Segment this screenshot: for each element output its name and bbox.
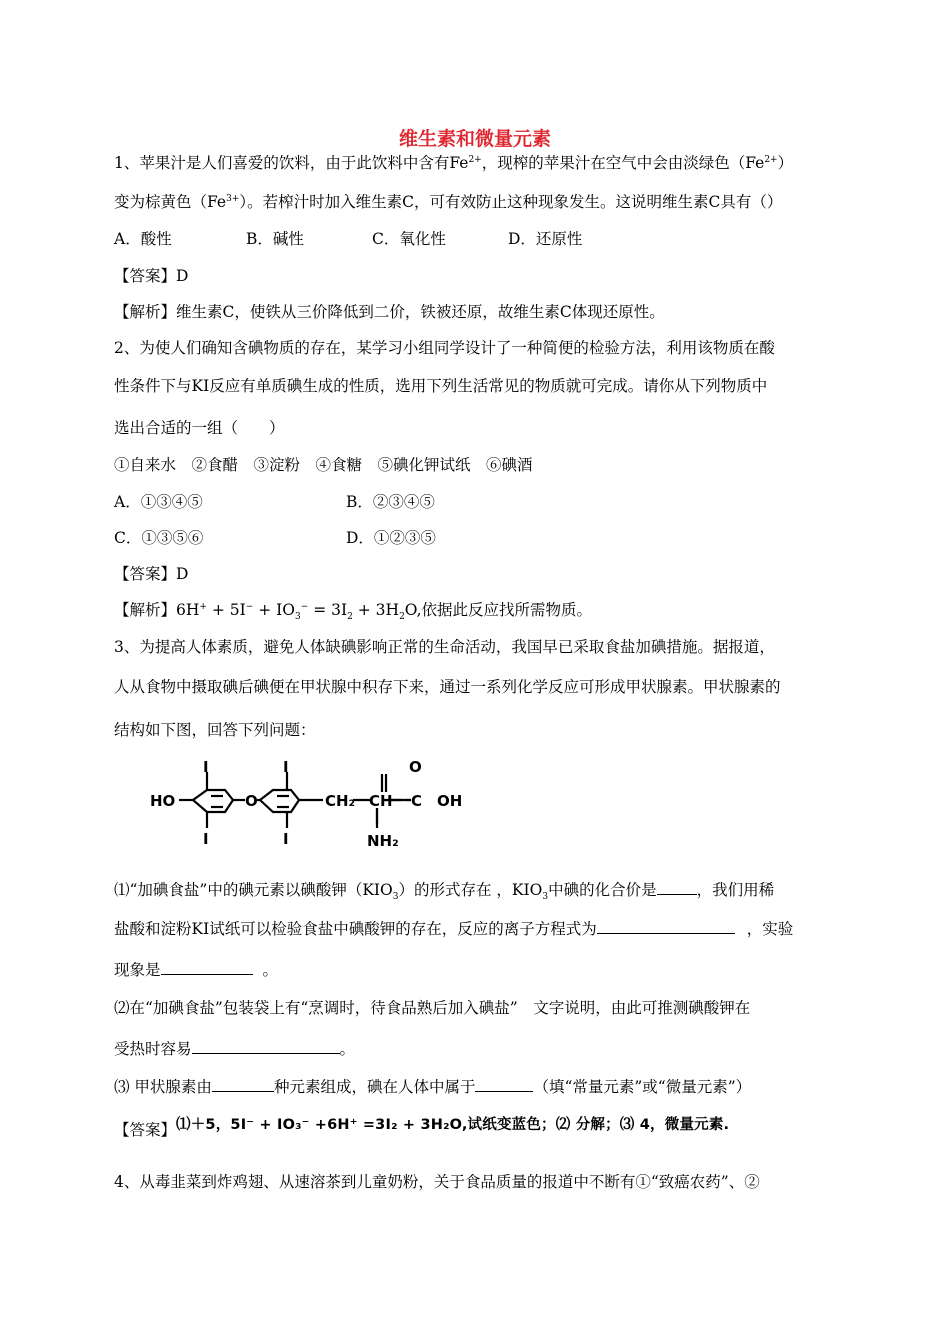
- q4-line-1: 4、从毒韭菜到炸鸡翅、从速溶茶到儿童奶粉，关于食品质量的报道中不断有①“致癌农药”、②: [114, 1173, 760, 1191]
- oh-label: OH: [437, 792, 463, 810]
- ether-o-label: O: [245, 792, 258, 810]
- q3-answer: 【答案】⑴＋5，5I⁻ + IO₃⁻ +6H⁺ =3I₂ + 3H₂O,试纸变蓝色；⑵ 分解；⑶ 4，微量元素.: [114, 1117, 730, 1139]
- q1-option-c: C．氧化性: [372, 230, 446, 248]
- blank-element-count[interactable]: [212, 1077, 274, 1092]
- c-label: C: [411, 792, 423, 810]
- q1-option-d: D．还原性: [508, 230, 583, 248]
- ch-label: CH: [369, 792, 393, 810]
- q1-option-a: A．酸性: [114, 230, 172, 248]
- q2-items: ①自来水 ②食醋 ③淀粉 ④食糖 ⑤碘化钾试纸 ⑥碘酒: [114, 456, 533, 474]
- blank-ionic-equation[interactable]: [597, 919, 735, 934]
- iodine-label-3: I: [283, 760, 289, 776]
- q1-line-1: 1、苹果汁是人们喜爱的饮料，由于此饮料中含有$Fe^{2+}$，现榨的苹果汁在空气中会由淡绿色$(Fe^{2+})$: [114, 154, 794, 172]
- blank-phenomenon[interactable]: [161, 960, 253, 975]
- page-title: 维生素和微量元素: [398, 128, 551, 150]
- iodine-label-1: I: [203, 760, 209, 776]
- blank-heat-behavior[interactable]: [192, 1039, 340, 1054]
- q1-options: [114, 229, 582, 249]
- q2-options-cd: [114, 528, 436, 548]
- q2-analysis: 【解析】$6H^+ + 5I^- + IO_3^- = 3I_2 + 3H_2O$,依据此反应找所需物质。: [114, 601, 593, 623]
- ho-label: HO: [150, 792, 176, 810]
- q3-line-3: 结构如下图，回答下列问题：: [114, 721, 316, 739]
- q2-option-d: D．①②③⑤: [346, 529, 436, 547]
- q3-part1-line-2: 盐酸和淀粉KI试纸可以检验食盐中碘酸钾的存在，反应的离子方程式为 ，实验: [114, 920, 794, 938]
- q1-answer: 【答案】D: [114, 267, 189, 285]
- iodine-label-2: I: [203, 830, 209, 848]
- q3-line-1: 3、为提高人体素质，避免人体缺碘影响正常的生命活动，我国早已采取食盐加碘措施。据报道，: [114, 638, 775, 656]
- q2-option-a: A．①③④⑤: [114, 493, 203, 511]
- q3-part3: ⑶ 甲状腺素由 种元素组成，碘在人体中属于 （填“常量元素”或“微量元素”）: [114, 1078, 752, 1096]
- blank-element-type[interactable]: [475, 1077, 533, 1092]
- carbonyl-o-label: O: [409, 760, 422, 776]
- q3-part1-line-1: ⑴“加碘食盐”中的碘元素以碘酸钾$(KIO_3)$的形式存在 ，$KIO_3$中碘的化合价是 ，我们用稀: [114, 881, 775, 903]
- q2-options-ab: [114, 492, 435, 512]
- q3-answer-text: ⑴＋5，5I⁻ + IO₃⁻ +6H⁺ =3I₂ + 3H₂O,试纸变蓝色；⑵ 分解；⑶ 4，微量元素.: [176, 1117, 730, 1133]
- q1-line-2: 变为棕黄色$(Fe^{3+})$。若榨汁时加入维生素C，可有效防止这种现象发生。这说明维生素C具有（）: [114, 193, 783, 211]
- q2-line-1: 2、为使人们确知含碘物质的存在，某学习小组同学设计了一种简便的检验方法，利用该物质在酸: [114, 339, 775, 357]
- q2-line-3: 选出合适的一组（ ）: [114, 419, 285, 437]
- q2-option-c: C．①③⑤⑥: [114, 529, 204, 547]
- q2-line-2: 性条件下与KI反应有单质碘生成的性质，选用下列生活常见的物质就可完成。请你从下列物质中: [114, 377, 768, 395]
- q2-option-b: B．②③④⑤: [346, 493, 435, 511]
- iodine-label-4: I: [283, 830, 289, 848]
- q3-part2-line-1: ⑵在“加碘食盐”包装袋上有“烹调时，待食品熟后加入碘盐” 文字说明，由此可推测碘酸钾在: [114, 999, 751, 1017]
- thyroxine-structure: [145, 760, 475, 860]
- ch2-label: CH₂: [325, 792, 356, 810]
- nh2-label: NH₂: [367, 832, 399, 850]
- q3-part1-line-3: 现象是 。: [114, 961, 279, 979]
- q1-option-b: B．碱性: [246, 230, 304, 248]
- q3-line-2: 人从食物中摄取碘后碘便在甲状腺中积存下来，通过一系列化学反应可形成甲状腺素。甲状腺素的: [114, 678, 781, 696]
- blank-valence[interactable]: [657, 880, 697, 895]
- q2-answer: 【答案】D: [114, 565, 189, 583]
- q3-part2-line-2: 受热时容易 。: [114, 1040, 356, 1058]
- q1-analysis: 【解析】维生素C，使铁从三价降低到二价，铁被还原，故维生素C体现还原性。: [114, 303, 665, 321]
